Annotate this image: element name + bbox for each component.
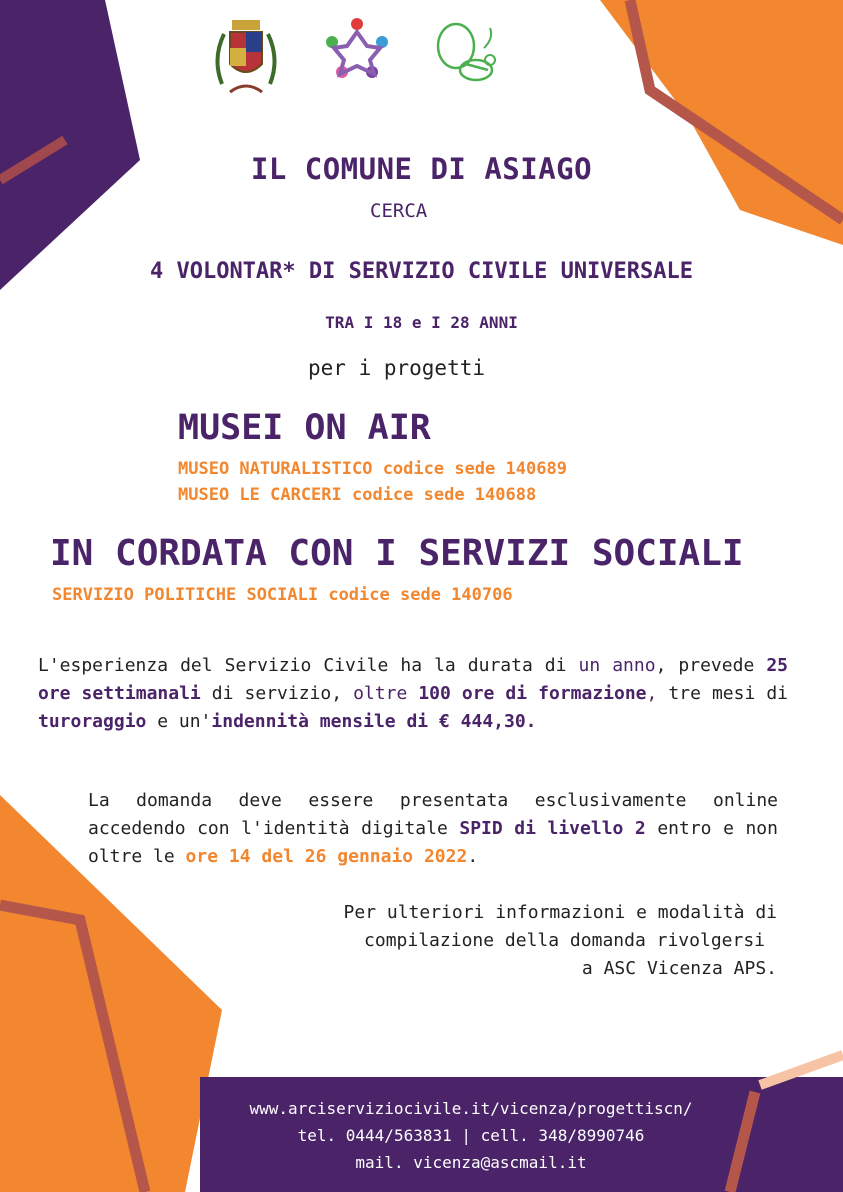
highlight-oltre: oltre (353, 683, 419, 704)
text: e un' (146, 711, 212, 732)
highlight-scadenza: ore 14 del 26 gennaio 2022 (185, 846, 468, 867)
highlight-spid: SPID di livello 2 (459, 818, 646, 839)
project-title-musei: MUSEI ON AIR (178, 408, 431, 448)
per-progetti: per i progetti (308, 356, 486, 380)
highlight-turoraggio: turoraggio (38, 711, 147, 732)
top-left-purple-shape (0, 0, 140, 290)
subtitle-cerca: CERCA (370, 200, 428, 222)
footer-website-link[interactable]: www.arciserviziocivile.it/vicenza/progettiscn/ (249, 1099, 693, 1118)
paragraph-domanda (88, 787, 778, 871)
text: tre mesi di (657, 683, 789, 704)
asiago-coat-of-arms-icon (212, 14, 280, 96)
info-line: Per ulteriori informazioni e modalità di (343, 902, 777, 923)
highlight-un-anno: un anno (578, 655, 656, 676)
text: . (467, 846, 479, 867)
title-comune: IL COMUNE DI ASIAGO (250, 152, 593, 186)
text: di servizio, (200, 683, 354, 704)
highlight-indennita: indennità mensile di € 444,30. (211, 711, 537, 732)
footer-phones: tel. 0444/563831 | cell. 348/8990746 (297, 1126, 645, 1145)
highlight-ore-settimanali: 25 ore settimanali (38, 655, 788, 704)
info-line: a ASC Vicenza APS. (581, 958, 777, 979)
footer-mail-link[interactable]: mail. vicenza@ascmail.it (355, 1153, 587, 1172)
paragraph-description (38, 652, 788, 736)
text: L'esperienza del Servizio Civile ha la durata di (38, 655, 579, 676)
text: La domanda deve essere presentata esclusivamente online accedendo con l'identità digitale (88, 790, 778, 839)
text: , (646, 683, 658, 704)
highlight-ore-formazione: 100 ore di formazione (418, 683, 647, 704)
servizio-civile-star-icon (322, 16, 392, 82)
age-range: TRA I 18 e I 28 ANNI (325, 313, 518, 332)
title-volontari: 4 VOLONTAR* DI SERVIZIO CIVILE UNIVERSALE (149, 259, 694, 284)
project-title-cordata: IN CORDATA CON I SERVIZI SOCIALI (50, 533, 744, 574)
bee-logo-icon (432, 18, 502, 86)
text: entro e non oltre le (88, 818, 778, 867)
sede-museo-carceri: MUSEO LE CARCERI codice sede 140688 (178, 485, 537, 505)
project-musei-sedi (178, 456, 567, 508)
info-line: compilazione della domanda rivolgersi (364, 930, 765, 951)
text: , prevede (655, 655, 767, 676)
sede-politiche-sociali: SERVIZIO POLITICHE SOCIALI codice sede 140706 (52, 585, 513, 605)
paragraph-info (217, 899, 777, 983)
sede-museo-naturalistico: MUSEO NATURALISTICO codice sede 140689 (178, 459, 567, 479)
footer-contacts (200, 1095, 742, 1176)
